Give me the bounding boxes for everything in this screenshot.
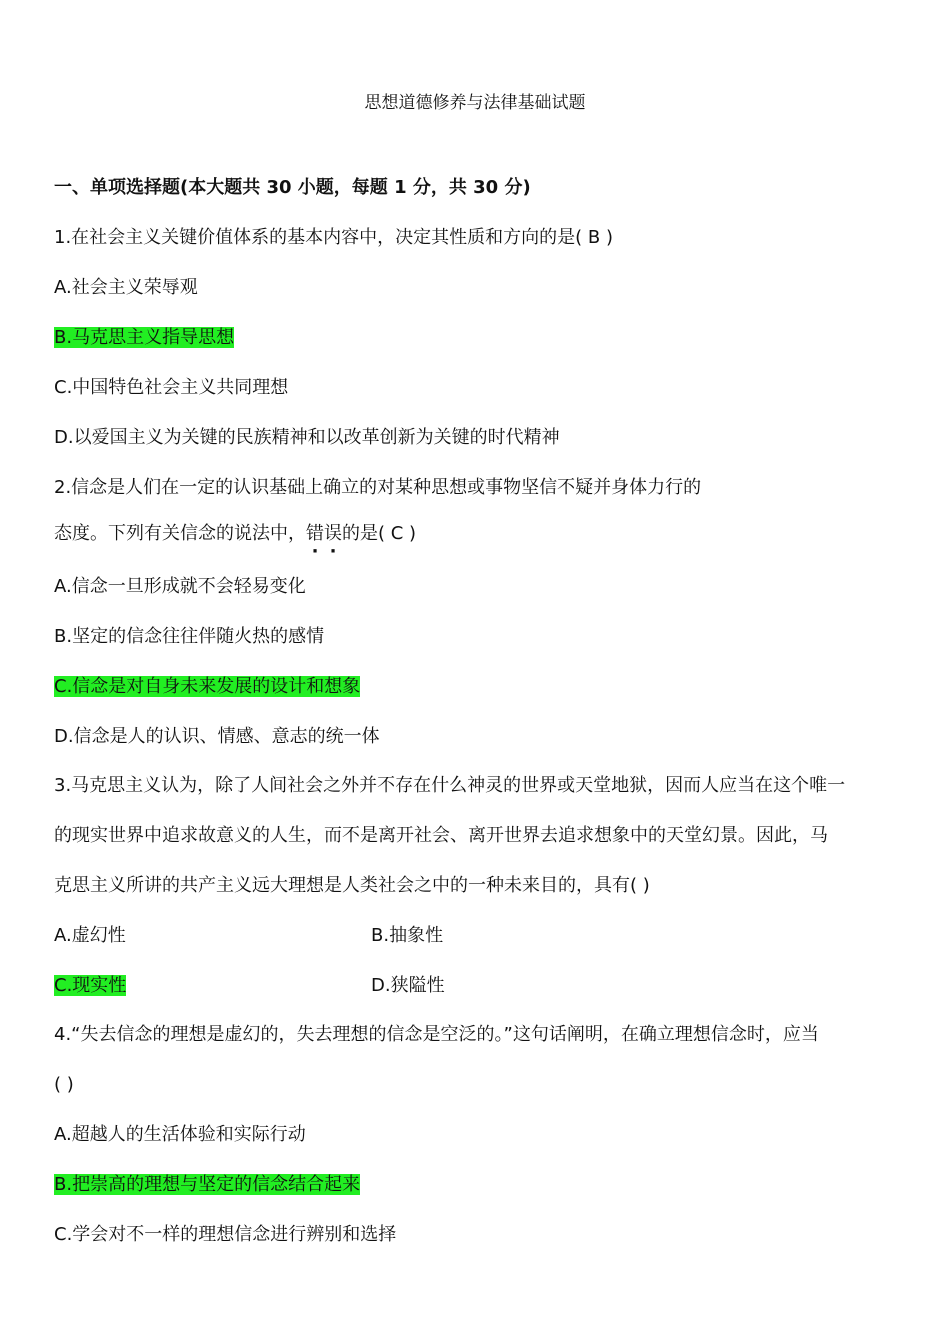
highlighted-answer: B.马克思主义指导思想 [54,327,235,348]
question-3-option-d: D.狭隘性 [371,975,445,996]
section-heading: 一、单项选择题(本大题共 30 小题，每题 1 分，共 30 分) [54,177,531,198]
question-3-stem-line-1: 3.马克思主义认为，除了人间社会之外并不存在什么神灵的世界或天堂地狱，因而人应当在这个唯一 [54,775,846,796]
question-3-stem-line-2: 的现实世界中追求故意义的人生，而不是离开社会、离开世界去追求想象中的天堂幻景。因此，马 [54,825,828,846]
question-4-option-b [54,1172,360,1198]
highlighted-answer: C.现实性 [54,975,127,996]
question-1-option-c: C.中国特色社会主义共同理想 [54,377,289,398]
highlighted-answer: B.把崇高的理想与坚定的信念结合起来 [54,1174,361,1195]
question-3-option-a: A.虚幻性 [54,925,126,946]
question-1-stem: 1.在社会主义关键价值体系的基本内容中，决定其性质和方向的是( B ) [54,227,614,248]
page-title: 思想道德修养与法律基础试题 [364,93,586,113]
question-2-stem-line-1: 2.信念是人们在一定的认识基础上确立的对某种思想或事物坚信不疑并身体力行的 [54,477,702,498]
emphasis-char: 误 [324,523,342,544]
question-1-option-b [54,325,234,351]
question-2-stem-line-2: 态度。下列有关信念的说法中，错误的是( C ) [54,521,416,547]
question-1-option-a: A.社会主义荣辱观 [54,277,198,298]
question-3-option-c [54,973,126,999]
question-2-option-c [54,674,360,700]
question-3-stem-line-3: 克思主义所讲的共产主义远大理想是人类社会之中的一种未来目的，具有( ) [54,875,650,896]
question-1-option-d: D.以爱国主义为关键的民族精神和以改革创新为关键的时代精神 [54,427,560,448]
emphasis-char: 错 [306,523,324,544]
highlighted-answer: C.信念是对自身未来发展的设计和想象 [54,676,361,697]
question-2-option-a: A.信念一旦形成就不会轻易变化 [54,576,306,597]
question-4-option-a: A.超越人的生活体验和实际行动 [54,1124,306,1145]
question-4-stem-line-2: ( ) [54,1074,74,1095]
question-2-option-b: B.坚定的信念往往伴随火热的感情 [54,626,325,647]
question-2-option-d: D.信念是人的认识、情感、意志的统一体 [54,726,380,747]
question-4-stem-line-1: 4.“失去信念的理想是虚幻的，失去理想的信念是空泛的。”这句话阐明，在确立理想信念时，应当 [54,1024,819,1045]
question-4-option-c: C.学会对不一样的理想信念进行辨别和选择 [54,1224,397,1245]
question-3-option-b: B.抽象性 [371,925,444,946]
